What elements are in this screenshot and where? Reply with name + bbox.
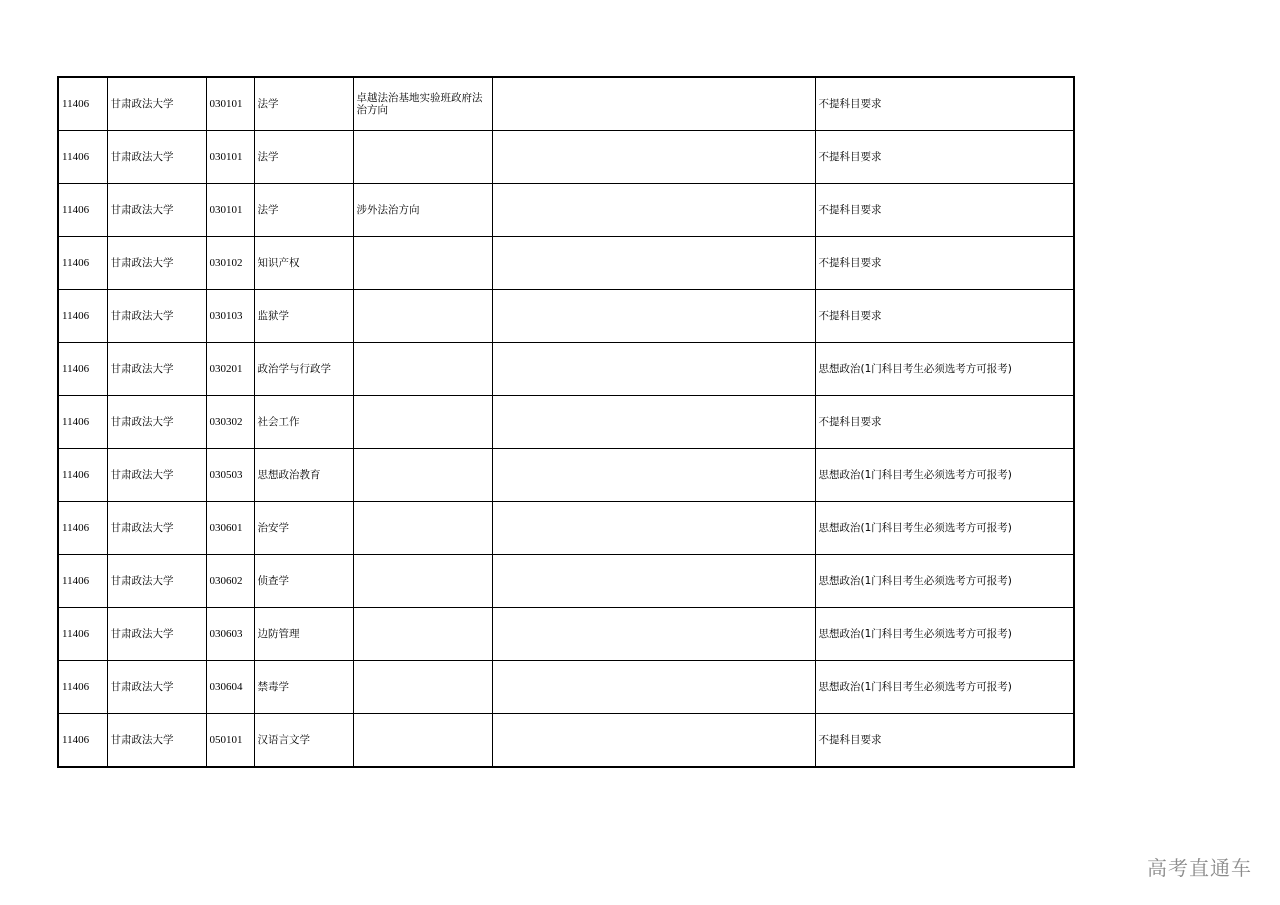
subject-requirement-cell: 思想政治(1门科目考生必须选考方可报考) [815,661,1074,714]
school-name-cell: 甘肃政法大学 [107,343,206,396]
subject-requirement-cell: 思想政治(1门科目考生必须选考方可报考) [815,555,1074,608]
subject-requirement-cell: 思想政治(1门科目考生必须选考方可报考) [815,608,1074,661]
note-cell [492,131,815,184]
subject-requirement-cell: 不提科目要求 [815,184,1074,237]
school-name-cell: 甘肃政法大学 [107,608,206,661]
table-row [58,396,1074,449]
table-row [58,237,1074,290]
note-cell [492,714,815,768]
note-cell [492,608,815,661]
watermark-text: 高考直通车 [1147,856,1252,880]
table-row [58,290,1074,343]
admission-requirements-table [57,76,1075,768]
subject-requirement-cell: 不提科目要求 [815,77,1074,131]
table-row [58,714,1074,768]
subject-requirement-cell: 不提科目要求 [815,396,1074,449]
school-code-cell: 11406 [58,714,107,768]
note-cell [492,237,815,290]
major-name-cell: 法学 [254,77,353,131]
major-direction-cell [353,502,492,555]
table-row [58,184,1074,237]
subject-requirement-cell: 不提科目要求 [815,237,1074,290]
major-name-cell: 治安学 [254,502,353,555]
school-name-cell: 甘肃政法大学 [107,449,206,502]
table-row [58,343,1074,396]
subject-requirement-cell: 思想政治(1门科目考生必须选考方可报考) [815,343,1074,396]
major-code-cell: 030601 [206,502,254,555]
major-direction-cell [353,714,492,768]
major-direction-cell [353,449,492,502]
note-cell [492,290,815,343]
school-code-cell: 11406 [58,290,107,343]
major-code-cell: 030101 [206,131,254,184]
major-direction-cell [353,131,492,184]
school-code-cell: 11406 [58,77,107,131]
major-code-cell: 030602 [206,555,254,608]
major-name-cell: 禁毒学 [254,661,353,714]
table-row [58,661,1074,714]
major-code-cell: 030101 [206,77,254,131]
school-name-cell: 甘肃政法大学 [107,237,206,290]
major-direction-cell [353,396,492,449]
school-name-cell: 甘肃政法大学 [107,131,206,184]
major-code-cell: 030603 [206,608,254,661]
major-direction-cell [353,290,492,343]
table-row [58,502,1074,555]
major-name-cell: 思想政治教育 [254,449,353,502]
major-code-cell: 030201 [206,343,254,396]
subject-requirement-cell: 不提科目要求 [815,290,1074,343]
school-code-cell: 11406 [58,131,107,184]
school-name-cell: 甘肃政法大学 [107,555,206,608]
school-code-cell: 11406 [58,237,107,290]
school-name-cell: 甘肃政法大学 [107,290,206,343]
major-direction-cell [353,661,492,714]
major-code-cell: 030101 [206,184,254,237]
table-row [58,77,1074,131]
subject-requirement-cell: 思想政治(1门科目考生必须选考方可报考) [815,449,1074,502]
major-name-cell: 侦查学 [254,555,353,608]
major-direction-cell [353,608,492,661]
major-code-cell: 030102 [206,237,254,290]
school-name-cell: 甘肃政法大学 [107,661,206,714]
note-cell [492,555,815,608]
major-code-cell: 030103 [206,290,254,343]
note-cell [492,396,815,449]
major-code-cell: 030503 [206,449,254,502]
subject-requirement-cell: 不提科目要求 [815,131,1074,184]
subject-requirement-cell: 不提科目要求 [815,714,1074,768]
major-direction-cell [353,343,492,396]
major-name-cell: 监狱学 [254,290,353,343]
note-cell [492,449,815,502]
major-direction-cell [353,555,492,608]
school-code-cell: 11406 [58,343,107,396]
table-row [58,555,1074,608]
subject-requirement-cell: 思想政治(1门科目考生必须选考方可报考) [815,502,1074,555]
major-code-cell: 030302 [206,396,254,449]
note-cell [492,502,815,555]
school-name-cell: 甘肃政法大学 [107,396,206,449]
school-code-cell: 11406 [58,661,107,714]
major-name-cell: 法学 [254,131,353,184]
school-code-cell: 11406 [58,608,107,661]
major-code-cell: 050101 [206,714,254,768]
note-cell [492,77,815,131]
table-row [58,608,1074,661]
school-code-cell: 11406 [58,502,107,555]
note-cell [492,343,815,396]
table-row [58,449,1074,502]
major-direction-cell: 涉外法治方向 [353,184,492,237]
school-name-cell: 甘肃政法大学 [107,77,206,131]
school-code-cell: 11406 [58,449,107,502]
school-code-cell: 11406 [58,555,107,608]
major-name-cell: 法学 [254,184,353,237]
major-name-cell: 社会工作 [254,396,353,449]
major-code-cell: 030604 [206,661,254,714]
major-name-cell: 汉语言文学 [254,714,353,768]
school-name-cell: 甘肃政法大学 [107,184,206,237]
major-name-cell: 知识产权 [254,237,353,290]
school-code-cell: 11406 [58,396,107,449]
school-code-cell: 11406 [58,184,107,237]
major-name-cell: 边防管理 [254,608,353,661]
school-name-cell: 甘肃政法大学 [107,502,206,555]
note-cell [492,661,815,714]
school-name-cell: 甘肃政法大学 [107,714,206,768]
major-name-cell: 政治学与行政学 [254,343,353,396]
major-direction-cell: 卓越法治基地实验班政府法治方向 [353,77,492,131]
table-row [58,131,1074,184]
major-direction-cell [353,237,492,290]
note-cell [492,184,815,237]
